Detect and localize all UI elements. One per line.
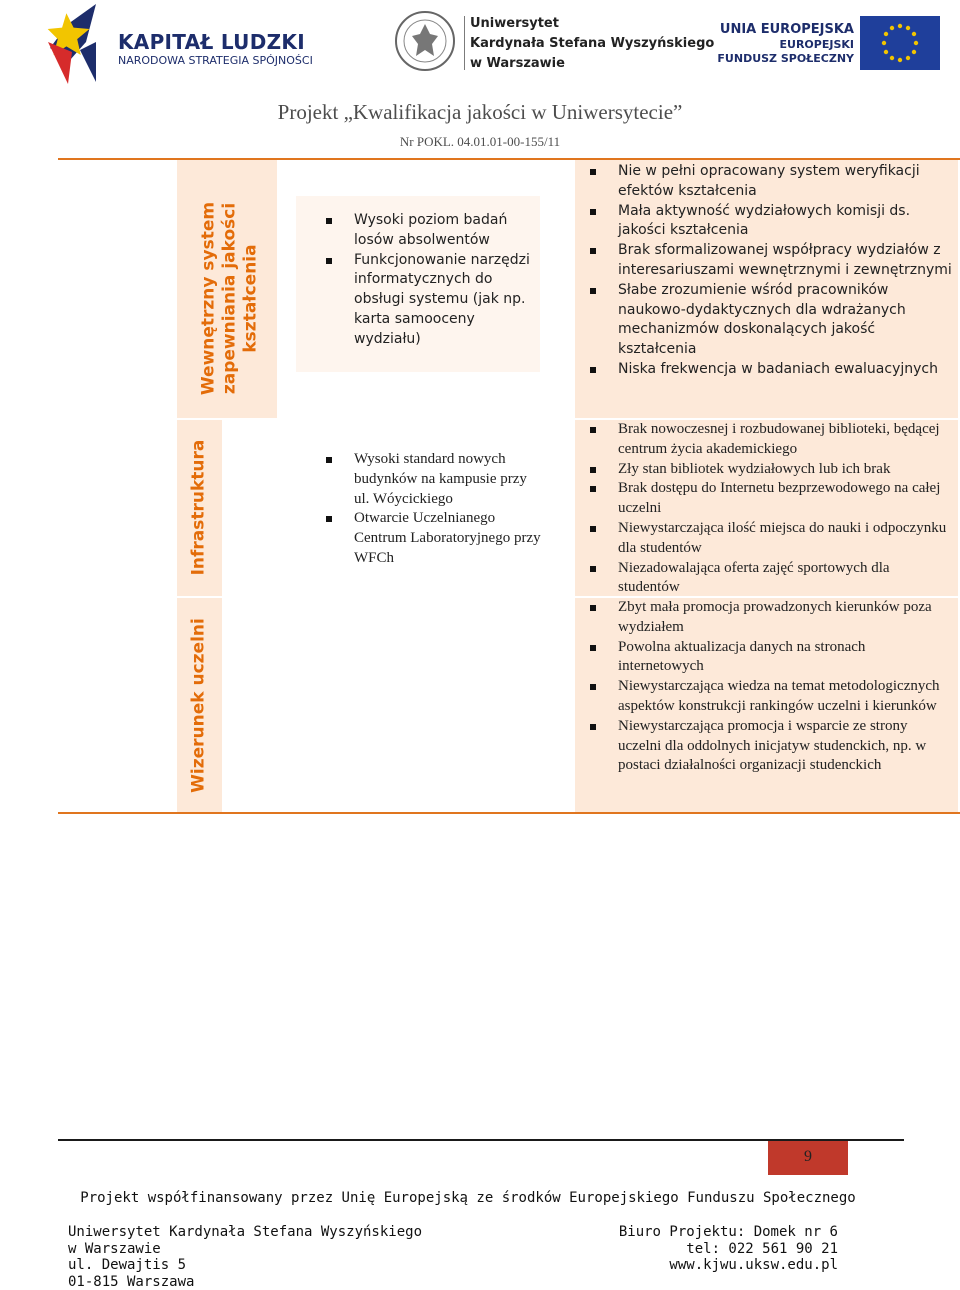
university-logo xyxy=(394,10,715,76)
office-line: tel: 022 561 90 21 xyxy=(686,1240,838,1257)
list-item: Mała aktywność wydziałowych komisji ds. jakości kształcenia xyxy=(588,202,954,242)
category-line: zapewniania jakości xyxy=(219,202,240,395)
table-bottom-rule xyxy=(58,812,960,814)
list-item: Niewystarczająca wiedza na temat metodologicznych aspektów konstrukcji rankingów uczelni i kierunków xyxy=(588,677,954,717)
list-item: Słabe zrozumienie wśród pracowników naukowo-dydaktycznych dla wdrażanych mechanizmów doskonalących jakość kształcenia xyxy=(588,281,954,360)
list-item: Niezadowalająca oferta zajęć sportowych dla studentów xyxy=(588,559,954,599)
eu-line2: EUROPEJSKI xyxy=(779,38,854,51)
list-item: Nie w pełni opracowany system weryfikacji efektów kształcenia xyxy=(588,162,954,202)
list-item: Otwarcie Uczelnianego Centrum Laboratoryjnego przy WFCh xyxy=(324,509,546,568)
university-seal-icon xyxy=(394,10,456,72)
university-name-line1: Uniwersytet xyxy=(470,16,559,31)
row-category-label xyxy=(189,428,210,588)
list-item: Powolna aktualizacja danych na stronach internetowych xyxy=(588,638,954,678)
list-item: Funkcjonowanie narzędzi informatycznych do obsługi systemu (jak np. karta samooceny wydziału) xyxy=(324,251,544,350)
row-category-label xyxy=(189,616,210,796)
eu-flag-icon xyxy=(860,16,940,70)
project-title: Projekt „Kwalifikacja jakości w Uniwersytecie” xyxy=(277,100,683,124)
list-item: Zbyt mała promocja prowadzonych kierunków poza wydziałem xyxy=(588,598,954,638)
kapital-ludzki-title: KAPITAŁ LUDZKI xyxy=(118,30,305,54)
eu-line1: UNIA EUROPEJSKA xyxy=(719,22,854,37)
list-item: Niewystarczająca ilość miejsca do nauki i odpoczynku dla studentów xyxy=(588,519,954,559)
address-line: w Warszawie xyxy=(68,1240,161,1257)
eu-line3: FUNDUSZ SPOŁECZNY xyxy=(717,52,854,65)
weaknesses-list xyxy=(588,420,954,598)
category-line: Infrastruktura xyxy=(188,439,209,576)
address-line: ul. Dewajtis 5 xyxy=(68,1257,187,1274)
office-line: Biuro Projektu: Domek nr 6 xyxy=(618,1224,838,1240)
page-number: 9 xyxy=(804,1148,812,1165)
eu-logo xyxy=(717,14,946,72)
office-link[interactable]: www.kjwu.uksw.edu.pl xyxy=(669,1257,838,1274)
category-line: kształcenia xyxy=(240,244,261,353)
cofinancing-note: Projekt współfinansowany przez Unię Europejską ze środków Europejskiego Funduszu Społecznego xyxy=(80,1190,856,1206)
category-line: Wewnętrzny system xyxy=(198,201,219,396)
footer-address xyxy=(68,1224,422,1290)
strengths-list xyxy=(324,211,544,350)
project-number: Nr POKL. 04.01.01-00-155/11 xyxy=(399,134,561,149)
list-item: Brak dostępu do Internetu bezprzewodowego na całej uczelni xyxy=(588,479,954,519)
list-item: Brak nowoczesnej i rozbudowanej biblioteki, będącej centrum życia akademickiego xyxy=(588,420,954,460)
category-line: Wizerunek uczelni xyxy=(188,618,209,793)
list-item: Niewystarczająca promocja i wsparcie ze strony uczelni dla oddolnych inicjatyw studenckich, np. w postaci działalności organizacji studenckich xyxy=(588,717,954,776)
list-item: Wysoki poziom badań losów absolwentów xyxy=(324,211,544,251)
kapital-ludzki-logo xyxy=(46,2,313,86)
list-item: Niska frekwencja w badaniach ewaluacyjnych xyxy=(588,360,954,380)
university-name-line3: w Warszawie xyxy=(470,56,565,71)
row-category-label xyxy=(199,159,262,439)
list-item: Brak sformalizowanej współpracy wydziałów z interesariuszami wewnętrznymi i zewnętrznymi xyxy=(588,241,954,281)
list-item: Wysoki standard nowych budynków na kampusie przy ul. Wóycickiego xyxy=(324,450,546,509)
address-line: Uniwersytet Kardynała Stefana Wyszyńskiego xyxy=(68,1224,423,1240)
divider xyxy=(464,16,465,70)
footer-office xyxy=(619,1224,838,1274)
kapital-ludzki-subtitle: NARODOWA STRATEGIA SPÓJNOŚCI xyxy=(118,54,313,67)
strengths-list xyxy=(324,450,546,569)
list-item: Zły stan bibliotek wydziałowych lub ich brak xyxy=(588,460,954,480)
university-name-line2: Kardynała Stefana Wyszyńskiego xyxy=(470,36,715,51)
address-line: 01-815 Warszawa xyxy=(68,1273,195,1290)
weaknesses-list xyxy=(588,598,954,776)
weaknesses-list xyxy=(588,162,954,380)
kapital-ludzki-star-icon xyxy=(46,2,116,86)
